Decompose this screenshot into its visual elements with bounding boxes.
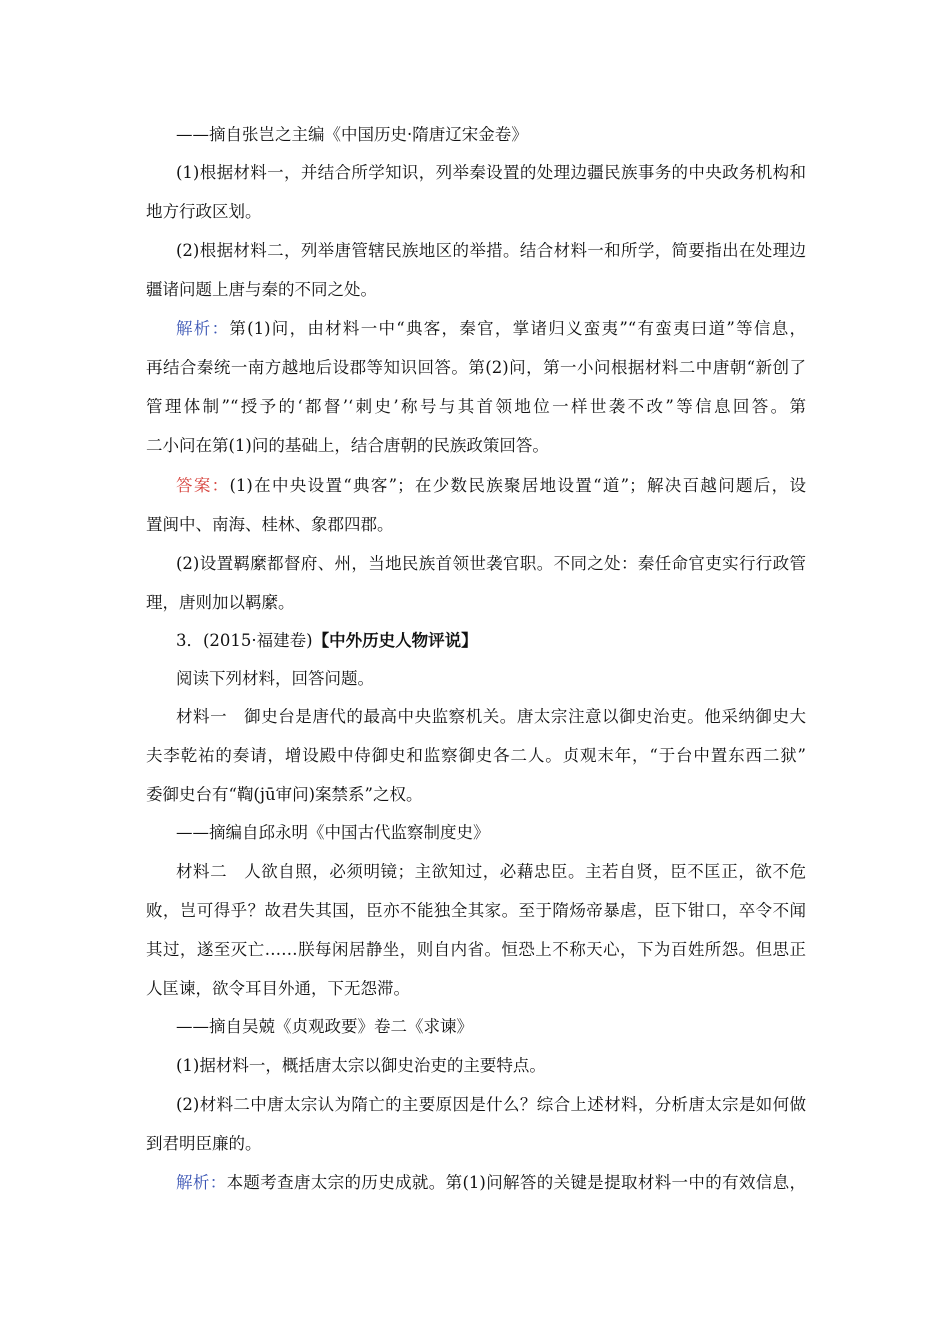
question-3-prefix: 3．(2015·福建卷) <box>176 631 313 650</box>
source-citation-3: ——摘自吴兢《贞观政要》卷二《求谏》 <box>176 1017 473 1036</box>
answer-1b-line-2: 理，唐则加以羁縻。 <box>146 593 295 612</box>
material-1-line-1: 材料一 御史台是唐代的最高中央监察机关。唐太宗注意以御史治吏。他采纳御史大 <box>176 707 806 726</box>
analysis-1-text-1: 第(1)问，由材料一中“典客，秦官，掌诸归义蛮夷”“有蛮夷曰道”等信息， <box>229 319 806 338</box>
analysis-1-line-1 <box>176 318 806 340</box>
analysis-label: 解析： <box>176 319 230 338</box>
analysis-3-text: 本题考查唐太宗的历史成就。第(1)问解答的关键是提取材料一中的有效信息， <box>226 1173 806 1192</box>
source-citation: ——摘自张岂之主编《中国历史·隋唐辽宋金卷》 <box>176 125 528 144</box>
question-1-1-line-1: (1)根据材料一，并结合所学知识，列举秦设置的处理边疆民族事务的中央政务机构和 <box>176 163 806 182</box>
material-2-line-3: 其过，遂至灭亡……朕每闲居静坐，则自内省。恒恐上不称天心，下为百姓所怨。但思正 <box>146 940 806 959</box>
answer-1-text-1: (1)在中央设置“典客”；在少数民族聚居地设置“道”；解决百越问题后，设 <box>229 476 806 495</box>
answer-label: 答案： <box>176 476 230 495</box>
analysis-1-line-2: 再结合秦统一南方越地后设郡等知识回答。第(2)问，第一小问根据材料二中唐朝“新创了 <box>146 358 806 377</box>
question-3-2-line-2: 到君明臣廉的。 <box>146 1134 262 1153</box>
material-1-line-2: 夫李乾祐的奏请，增设殿中侍御史和监察御史各二人。贞观末年，“于台中置东西二狱” <box>146 746 806 765</box>
source-citation-2: ——摘编自邱永明《中国古代监察制度史》 <box>176 823 490 842</box>
answer-1-line-1 <box>176 475 806 497</box>
material-1-line-3: 委御史台有“鞫(jū审问)案禁系”之权。 <box>146 785 423 804</box>
analysis-3-label: 解析： <box>176 1173 227 1192</box>
question-3-heading <box>176 630 806 652</box>
question-3-1: (1)据材料一，概括唐太宗以御史治吏的主要特点。 <box>176 1056 546 1075</box>
question-3-title: 【中外历史人物评说】 <box>312 631 478 650</box>
question-3-2-line-1: (2)材料二中唐太宗认为隋亡的主要原因是什么？综合上述材料，分析唐太宗是如何做 <box>176 1095 806 1114</box>
material-2-line-2: 败，岂可得乎？故君失其国，臣亦不能独全其家。至于隋炀帝暴虐，臣下钳口，卒令不闻 <box>146 901 806 920</box>
answer-1-line-2: 置闽中、南海、桂林、象郡四郡。 <box>146 515 394 534</box>
material-2-line-4: 人匡谏，欲令耳目外通，下无怨滞。 <box>146 979 410 998</box>
question-1-2-line-2: 疆诸问题上唐与秦的不同之处。 <box>146 280 377 299</box>
analysis-1-line-3: 管理体制”“授予的‘都督’‘刺史’称号与其首领地位一样世袭不改”等信息回答。第 <box>146 397 806 416</box>
analysis-1-line-4: 二小问在第(1)问的基础上，结合唐朝的民族政策回答。 <box>146 436 549 455</box>
material-2-line-1: 材料二 人欲自照，必须明镜；主欲知过，必藉忠臣。主若自贤，臣不匡正，欲不危 <box>176 862 806 881</box>
instruction: 阅读下列材料，回答问题。 <box>176 669 374 688</box>
answer-1b-line-1: (2)设置羁縻都督府、州，当地民族首领世袭官职。不同之处：秦任命官吏实行行政管 <box>176 554 806 573</box>
analysis-3-line-1 <box>176 1172 806 1194</box>
question-1-1-line-2: 地方行政区划。 <box>146 202 262 221</box>
question-1-2-line-1: (2)根据材料二，列举唐管辖民族地区的举措。结合材料一和所学，简要指出在处理边 <box>176 241 806 260</box>
